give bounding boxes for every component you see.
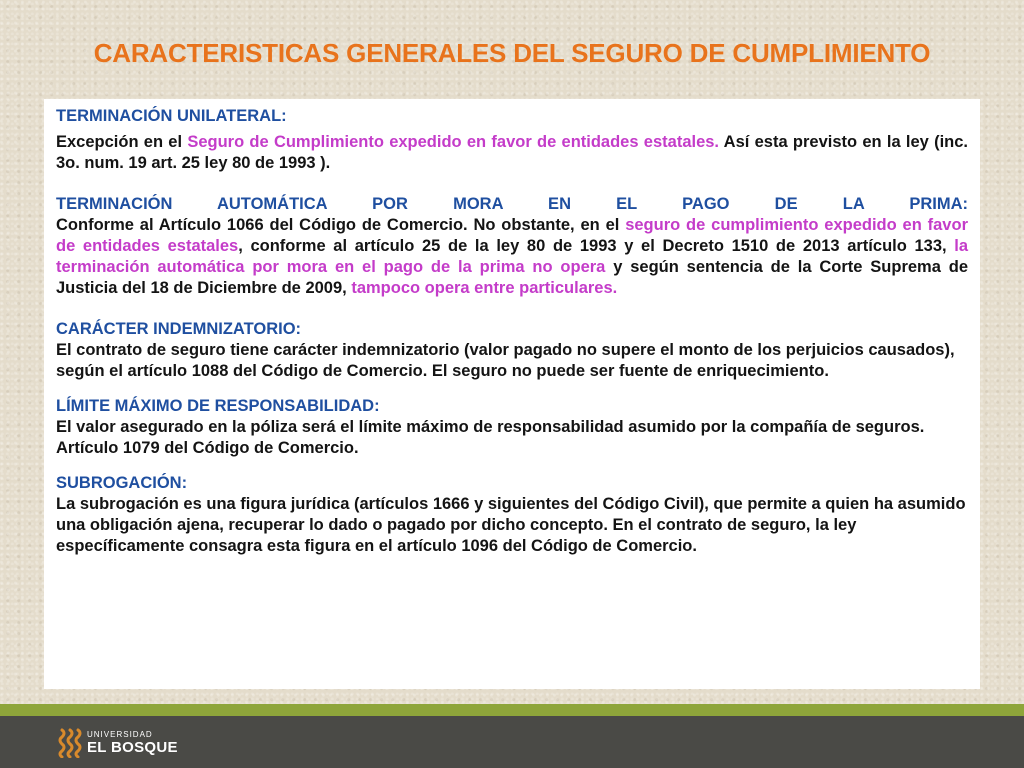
heading-caracter-indemnizatorio: CARÁCTER INDEMNIZATORIO: bbox=[56, 320, 302, 338]
text-segment: Así esta previsto en la ley (inc. 3o. num. 19 art. 25 ley 80 de 1993 ). bbox=[56, 133, 968, 172]
highlight-segment: Seguro de Cumplimiento expedido en favor de entidades estatales. bbox=[187, 133, 720, 151]
heading-terminacion-automatica: TERMINACIÓN AUTOMÁTICA POR MORA EN EL PAGO DE LA PRIMA: bbox=[56, 195, 968, 213]
footer bbox=[0, 716, 1024, 768]
heading-limite-maximo: LÍMITE MÁXIMO DE RESPONSABILIDAD: bbox=[56, 397, 380, 415]
text-segment: y según sentencia de la Corte Suprema de Justicia del 18 de Diciembre de 2009, bbox=[56, 258, 968, 297]
text-segment: , conforme al artículo 25 de la ley 80 de 1993 y el Decreto 1510 de 2013 artículo 133, bbox=[238, 237, 955, 255]
text-segment: Excepción en el bbox=[56, 133, 188, 151]
university-logo bbox=[58, 728, 178, 758]
logo-subtitle: UNIVERSIDAD bbox=[87, 730, 153, 739]
paragraph-limite-maximo: El valor asegurado en la póliza será el límite máximo de responsabilidad asumido por la compañía de seguros. Artículo 1079 del Código de Comercio. bbox=[56, 418, 925, 457]
paragraph-terminacion-automatica bbox=[56, 215, 968, 299]
paragraph-terminacion-unilateral bbox=[56, 132, 968, 174]
heading-terminacion-unilateral: TERMINACIÓN UNILATERAL: bbox=[56, 107, 287, 125]
logo-text bbox=[87, 730, 178, 756]
footer-accent-bar bbox=[0, 704, 1024, 716]
content-box bbox=[44, 99, 980, 689]
paragraph-caracter-indemnizatorio: El contrato de seguro tiene carácter indemnizatorio (valor pagado no supere el monto de los perjuicios causados), según el artículo 1088 del Código de Comercio. El seguro no puede ser fuente de enriquecimiento. bbox=[56, 341, 955, 380]
text-segment: Conforme al Artículo 1066 del Código de Comercio. No obstante, en el bbox=[56, 216, 626, 234]
highlight-segment: la terminación automática por mora en el pago de la prima no opera bbox=[56, 237, 969, 276]
highlight-segment: seguro de cumplimiento expedido en favor de entidades estatales bbox=[56, 216, 968, 255]
heading-subrogacion: SUBROGACIÓN: bbox=[56, 474, 188, 492]
highlight-segment: tampoco opera entre particulares. bbox=[351, 279, 618, 297]
paragraph-subrogacion: La subrogación es una figura jurídica (artículos 1666 y siguientes del Código Civil), que permite a quien ha asumido una obligación ajena, recuperar lo dado o pagado por dicho concepto. En el contrato de seguro, la ley específicamente consagra esta figura en el artículo 1096 del Código de Comercio. bbox=[56, 495, 966, 555]
slide-title: CARACTERISTICAS GENERALES DEL SEGURO DE CUMPLIMIENTO bbox=[93, 38, 931, 68]
logo-name: EL BOSQUE bbox=[87, 739, 178, 756]
el-bosque-logo-icon bbox=[58, 728, 82, 758]
